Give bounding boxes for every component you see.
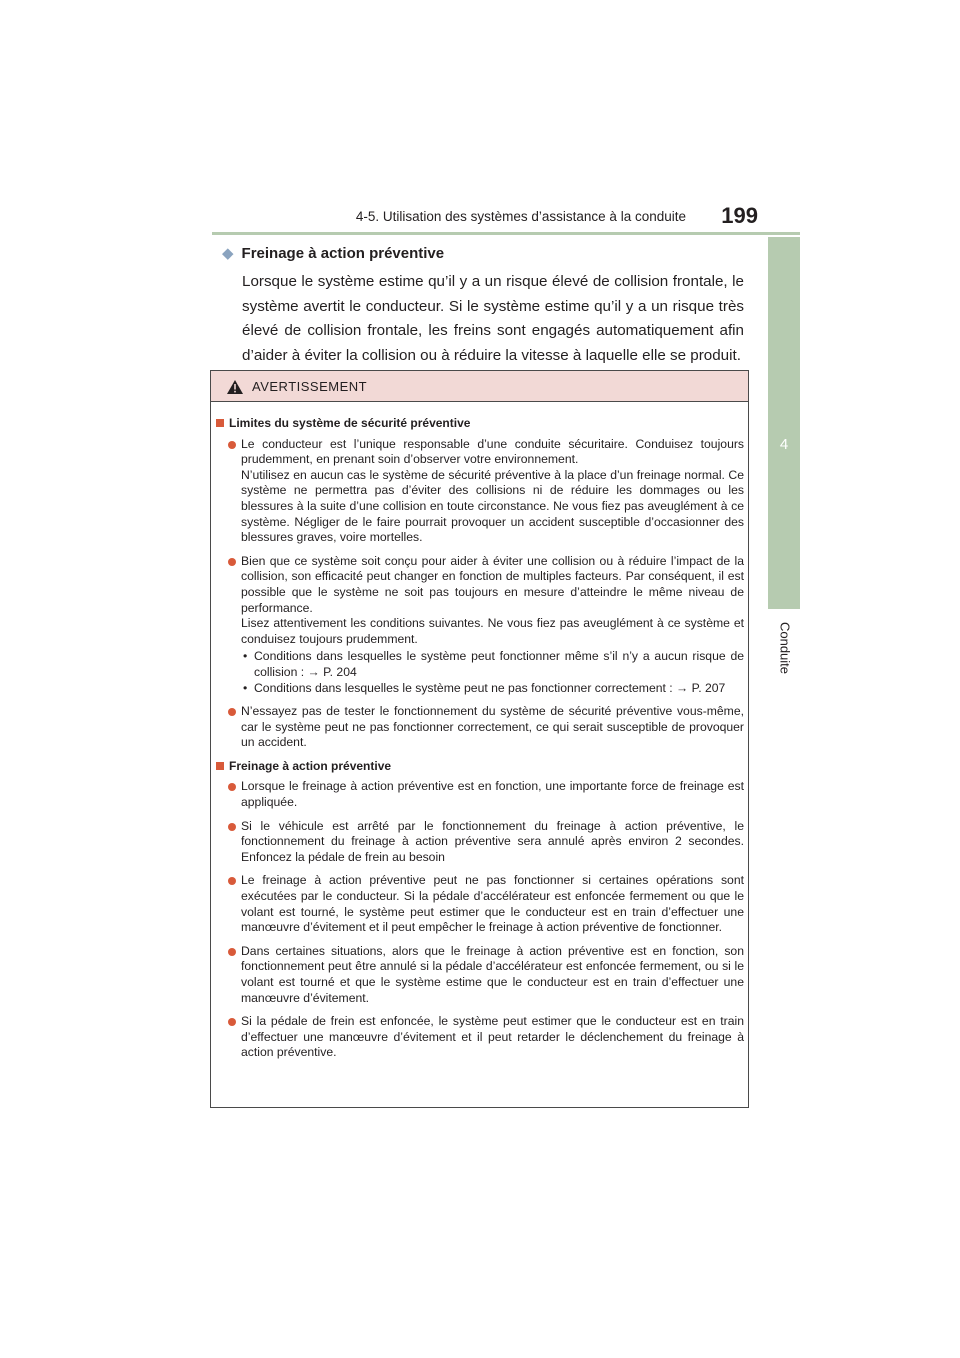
warning-paragraph: Si le véhicule est arrêté par le fonctionnement du freinage à action préventive, le fonctionnement du freinage à action préventive sera annulé après environ 2 secondes. Enfoncez la pédale de frein au besoin <box>241 818 744 864</box>
warning-bullet <box>216 554 744 696</box>
circle-bullet-icon <box>228 877 236 885</box>
warning-header <box>211 371 748 402</box>
circle-bullet-icon <box>228 441 236 449</box>
warning-bullet <box>216 779 744 810</box>
circle-bullet-icon <box>228 948 236 956</box>
warning-paragraph: Le freinage à action préventive peut ne pas fonctionner si certaines opérations sont exécutées par le conducteur. Si la pédale d’accélérateur est enfoncée fermement ou que le volant est tourné, le système peut estimer que le conducteur est en train d’effectuer une manœuvre d’évitement et il peut empêcher le freinage à action préventive de fonctionner. <box>241 873 744 935</box>
condition-list <box>241 649 744 696</box>
chapter-label-container <box>770 618 800 678</box>
warning-section-title-text: Limites du système de sécurité préventive <box>229 416 471 430</box>
page-header <box>210 205 758 229</box>
intro-paragraph: Lorsque le système estime qu’il y a un risque élevé de collision frontale, le système avertit le conducteur. Si le système estime qu’il y a un risque très élevé de collision frontale, les freins sont engagés automatiquement afin d’aider à éviter la collision ou à réduire la vitesse à laquelle elle se produit. <box>242 273 744 364</box>
warning-paragraph: Le conducteur est l’unique responsable d’une conduite sécuritaire. Conduisez toujours prudemment, en prenant soin d’observer votre environnement. <box>241 436 744 467</box>
warning-section-title <box>216 416 744 432</box>
warning-bullet <box>216 1014 744 1061</box>
warning-bullet <box>216 873 744 935</box>
warning-paragraph: N’utilisez en aucun cas le système de sécurité préventive à la place d’un freinage normal. Ce système ne permettra pas d’éviter des collisions ni de réduire les dommages ou les blessures à la suite d’une collision en toute circonstance. Ne vous fiez pas aveuglément à ce système. Négliger de le faire pourrait provoquer un accident susceptible d’occasionner des blessures graves, voire mortelles. <box>241 467 744 545</box>
circle-bullet-icon <box>228 823 236 831</box>
warning-box <box>210 370 749 1108</box>
warning-paragraph: Si la pédale de frein est enfoncée, le système peut estimer que le conducteur est en train d’effectuer une manœuvre d’évitement et il peut retarder le déclenchement du freinage à action préventive. <box>241 1014 744 1060</box>
warning-bullet <box>216 944 744 1006</box>
warning-section-title <box>216 759 744 775</box>
circle-bullet-icon <box>228 558 236 566</box>
warning-paragraph: Bien que ce système soit conçu pour aider à éviter une collision ou à réduire l’impact de la collision, son efficacité peut changer en fonction de multiples facteurs. Par conséquent, il est possible que le système ne soit pas toujours en mesure d’atteindre le même niveau de performance. <box>241 553 744 615</box>
diamond-icon: ◆ <box>222 245 234 262</box>
header-divider <box>212 232 800 235</box>
warning-section-title-text: Freinage à action préventive <box>229 758 392 773</box>
condition-list-item: • Conditions dans lesquelles le système peut ne pas fonctionner correctement : → P. 207 <box>241 681 744 697</box>
chapter-label: Conduite <box>777 621 793 675</box>
warning-title: AVERTISSEMENT <box>252 379 368 394</box>
warning-bullet <box>216 704 744 751</box>
square-bullet-icon <box>216 419 224 427</box>
circle-bullet-icon <box>228 1018 236 1026</box>
square-bullet-icon <box>216 762 224 770</box>
circle-bullet-icon <box>228 783 236 791</box>
page-number: 199 <box>721 203 758 228</box>
condition-list-item: • Conditions dans lesquelles le système peut fonctionner même s’il n’y a aucun risque de collision : → P. 204 <box>241 649 744 680</box>
subheading-text: Freinage à action préventive <box>241 245 445 262</box>
section-title: 4-5. Utilisation des systèmes d’assistance à la conduite <box>355 209 686 224</box>
warning-bullet <box>216 819 744 866</box>
warning-paragraph: Dans certaines situations, alors que le freinage à action préventive est en fonction, son fonctionnement peut être annulé si la pédale d’accélérateur est enfoncée fermement, ou si le volant est tourné et que le système estime que le conducteur est en train d’effectuer une manœuvre d’évitement. <box>241 943 744 1005</box>
chapter-tab <box>768 237 800 609</box>
subheading <box>222 244 444 262</box>
warning-bullet <box>216 437 744 546</box>
warning-paragraph: Lorsque le freinage à action préventive est en fonction, une importante force de freinage est appliquée. <box>241 779 744 810</box>
warning-triangle-icon <box>227 380 243 394</box>
warning-body <box>216 416 744 1069</box>
warning-paragraph: N’essayez pas de tester le fonctionnement du système de sécurité préventive vous-même, car le système peut ne pas fonctionner correctement, ce qui serait susceptible de provoquer un accident. <box>241 704 744 750</box>
warning-paragraph: Lisez attentivement les conditions suivantes. Ne vous fiez pas aveuglément à ce système et conduisez toujours prudemment. <box>241 616 744 646</box>
circle-bullet-icon <box>228 708 236 716</box>
chapter-number: 4 <box>779 436 789 453</box>
